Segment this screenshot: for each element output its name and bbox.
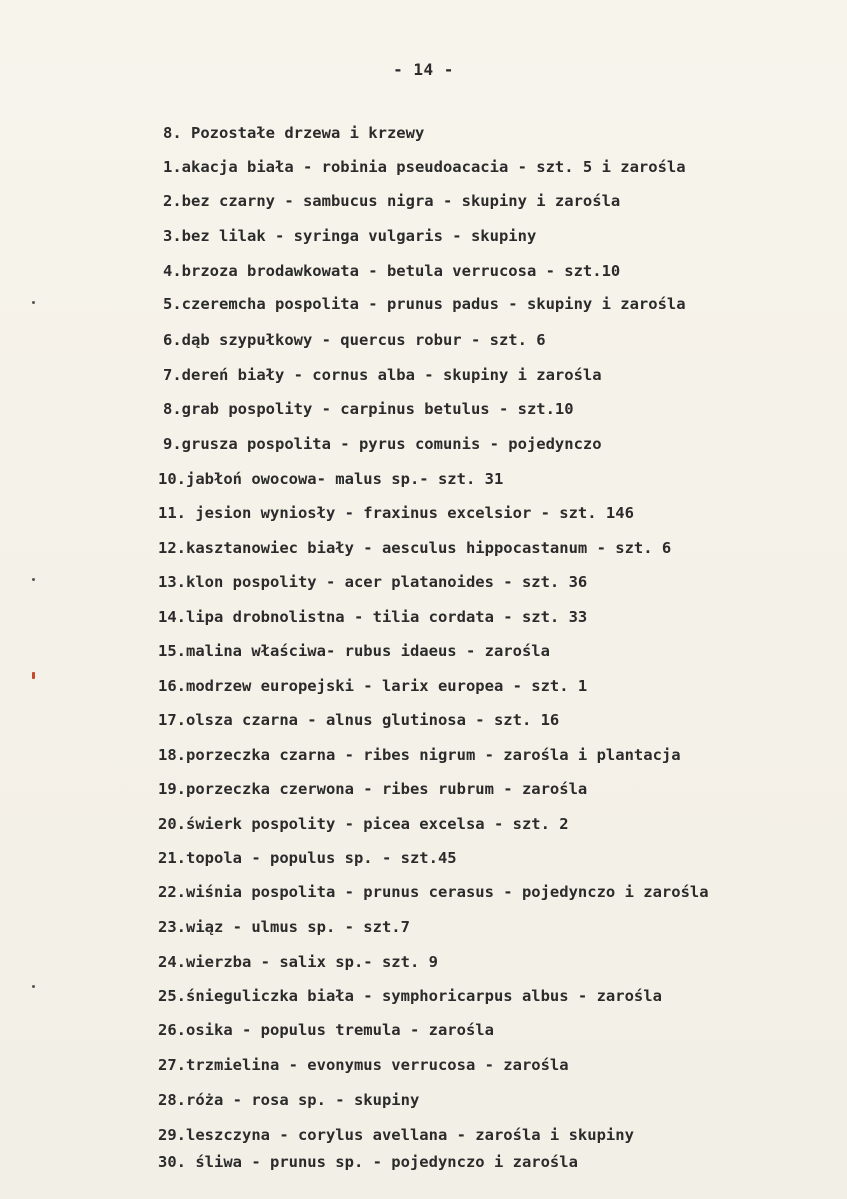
list-item: 10.jabłoń owocowa- malus sp.- szt. 31 xyxy=(158,470,504,488)
list-item: 11. jesion wyniosły - fraxinus excelsior - szt. 146 xyxy=(158,504,634,522)
list-item: 20.świerk pospolity - picea excelsa - szt. 2 xyxy=(158,815,569,833)
list-item: 15.malina właściwa- rubus idaeus - zarośla xyxy=(158,642,550,660)
margin-dot xyxy=(32,301,35,304)
list-item: 7.dereń biały - cornus alba - skupiny i zarośla xyxy=(163,366,602,384)
list-item: 24.wierzba - salix sp.- szt. 9 xyxy=(158,953,438,971)
list-item: 18.porzeczka czarna - ribes nigrum - zarośla i plantacja xyxy=(158,746,681,764)
page-number: - 14 - xyxy=(393,60,454,79)
list-item: 26.osika - populus tremula - zarośla xyxy=(158,1021,494,1039)
list-item: 6.dąb szypułkowy - quercus robur - szt. 6 xyxy=(163,331,546,349)
list-item: 28.róża - rosa sp. - skupiny xyxy=(158,1091,420,1109)
margin-dot xyxy=(32,578,35,581)
list-item: 21.topola - populus sp. - szt.45 xyxy=(158,849,457,867)
list-item: 30. śliwa - prunus sp. - pojedynczo i zarośla xyxy=(158,1153,578,1171)
list-item: 12.kasztanowiec biały - aesculus hippocastanum - szt. 6 xyxy=(158,539,672,557)
list-item: 22.wiśnia pospolita - prunus cerasus - pojedynczo i zarośla xyxy=(158,883,709,901)
list-item: 23.wiąz - ulmus sp. - szt.7 xyxy=(158,918,410,936)
list-item: 2.bez czarny - sambucus nigra - skupiny i zarośla xyxy=(163,192,621,210)
list-item: 25.śnieguliczka biała - symphoricarpus albus - zarośla xyxy=(158,987,662,1005)
list-item: 14.lipa drobnolistna - tilia cordata - szt. 33 xyxy=(158,608,588,626)
margin-dot xyxy=(32,985,35,988)
list-item: 29.leszczyna - corylus avellana - zarośla i skupiny xyxy=(158,1126,634,1144)
list-item: 27.trzmielina - evonymus verrucosa - zarośla xyxy=(158,1056,569,1074)
list-item: 19.porzeczka czerwona - ribes rubrum - zarośla xyxy=(158,780,588,798)
list-item: 13.klon pospolity - acer platanoides - szt. 36 xyxy=(158,573,588,591)
list-item: 4.brzoza brodawkowata - betula verrucosa - szt.10 xyxy=(163,262,621,280)
list-item: 3.bez lilak - syringa vulgaris - skupiny xyxy=(163,227,537,245)
margin-tick xyxy=(32,672,35,679)
list-item: 17.olsza czarna - alnus glutinosa - szt. 16 xyxy=(158,711,560,729)
section-heading: 8. Pozostałe drzewa i krzewy xyxy=(163,124,425,142)
list-item: 5.czeremcha pospolita - prunus padus - skupiny i zarośla xyxy=(163,295,686,313)
list-item: 8.grab pospolity - carpinus betulus - szt.10 xyxy=(163,400,574,418)
list-item: 16.modrzew europejski - larix europea - szt. 1 xyxy=(158,677,588,695)
list-item: 1.akacja biała - robinia pseudoacacia - szt. 5 i zarośla xyxy=(163,158,686,176)
list-item: 9.grusza pospolita - pyrus comunis - pojedynczo xyxy=(163,435,602,453)
